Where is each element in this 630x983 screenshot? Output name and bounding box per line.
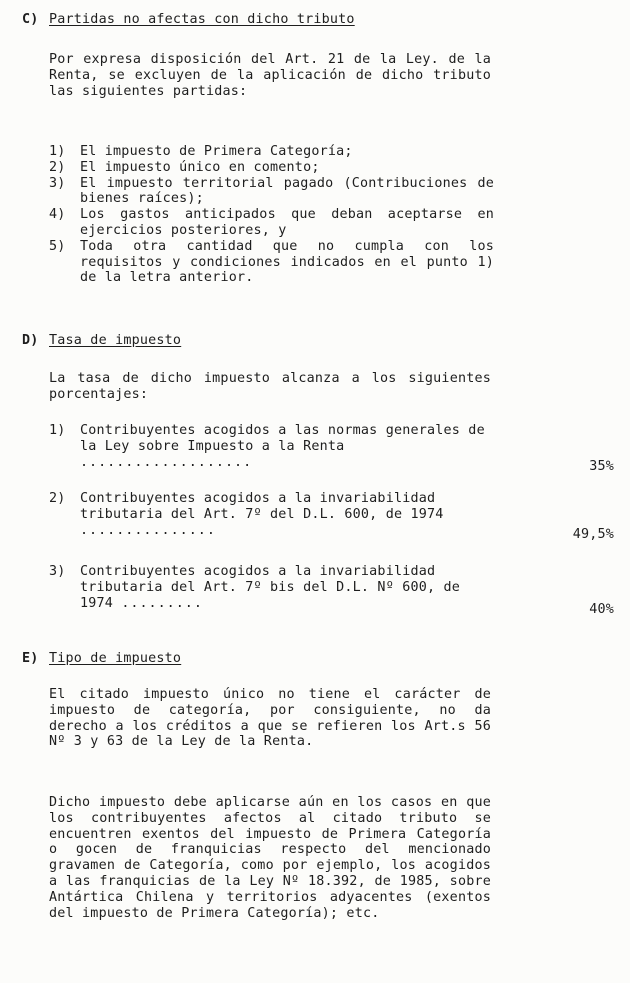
item-text: Toda otra cantidad que no cumpla con los requisitos y condiciones indicados en el punto 1) de la letra anterior. (80, 238, 494, 286)
leader-dots: ......... (121, 595, 203, 611)
section-title: Tasa de impuesto (49, 333, 182, 348)
leader-dots: ............... (80, 522, 216, 538)
leader-dots: ................... (80, 454, 253, 470)
item-number: 4) (49, 207, 66, 223)
item-text: Contribuyentes acogidos a las normas generales de la Ley sobre Impuesto a la Renta (80, 423, 485, 454)
rate-percentage: 40% (589, 602, 614, 617)
section-letter: C) (22, 12, 39, 27)
list-item (49, 239, 494, 286)
item-number: 1) (49, 144, 66, 159)
rate-text (80, 491, 493, 538)
item-text: El impuesto territorial pagado (Contribuciones de bienes raíces); (80, 175, 494, 207)
item-text: Los gastos anticipados que deban aceptarse en ejercicios posteriores, y (80, 207, 494, 238)
section-c-heading (22, 12, 355, 28)
item-number: 2) (49, 491, 66, 506)
rate-text (80, 423, 493, 470)
list-item (49, 176, 494, 208)
section-letter: D) (22, 333, 39, 348)
section-c-list (49, 144, 494, 286)
section-d-intro: La tasa de dicho impuesto alcanza a los siguientes porcentajes: (49, 371, 491, 402)
section-e-paragraph-1: El citado impuesto único no tiene el carácter de impuesto de categoría, por consiguiente, no da derecho a los créditos a que se refieren los Art.s 56 Nº 3 y 63 de la Ley de la Renta. (49, 687, 491, 750)
section-d-heading (22, 333, 181, 349)
section-e-paragraph-2: Dicho impuesto debe aplicarse aún en los casos en que los contribuyentes afectos al citado tributo se encuentren exentos del impuesto de Primera Categoría o gocen de franquicias respecto del mencionado gravamen de Categoría, como por ejemplo, los acogidos a las franquicias de la Ley Nº 18.392, de 1985, sobre Antártica Chilena y territorios adyacentes (exentos del impuesto de Primera Categoría); etc. (49, 795, 491, 921)
item-number: 3) (49, 564, 66, 579)
list-item (49, 207, 494, 239)
section-title: Partidas no afectas con dicho tributo (49, 12, 355, 27)
list-item (49, 160, 494, 176)
list-item (49, 144, 494, 160)
item-text: El impuesto de Primera Categoría; (80, 144, 353, 159)
rate-percentage: 35% (589, 459, 614, 474)
section-title: Tipo de impuesto (49, 651, 182, 666)
rate-percentage: 49,5% (572, 527, 614, 542)
section-e-heading (22, 651, 181, 667)
item-text: Contribuyentes acogidos a la invariabilidad tributaria del Art. 7º bis del D.L. Nº 600, de 1974 (80, 564, 461, 611)
section-c-intro: Por expresa disposición del Art. 21 de la Ley. de la Renta, se excluyen de la aplicación de dicho tributo las siguientes partidas: (49, 52, 491, 99)
item-number: 5) (49, 238, 66, 254)
item-text: El impuesto único en comento; (80, 159, 320, 175)
item-text: Contribuyentes acogidos a la invariabilidad tributaria del Art. 7º del D.L. 600, de 1974 (80, 491, 444, 522)
item-number: 2) (49, 159, 66, 175)
rate-text (80, 564, 493, 611)
item-number: 1) (49, 423, 66, 438)
item-number: 3) (49, 175, 66, 191)
section-letter: E) (22, 651, 39, 666)
